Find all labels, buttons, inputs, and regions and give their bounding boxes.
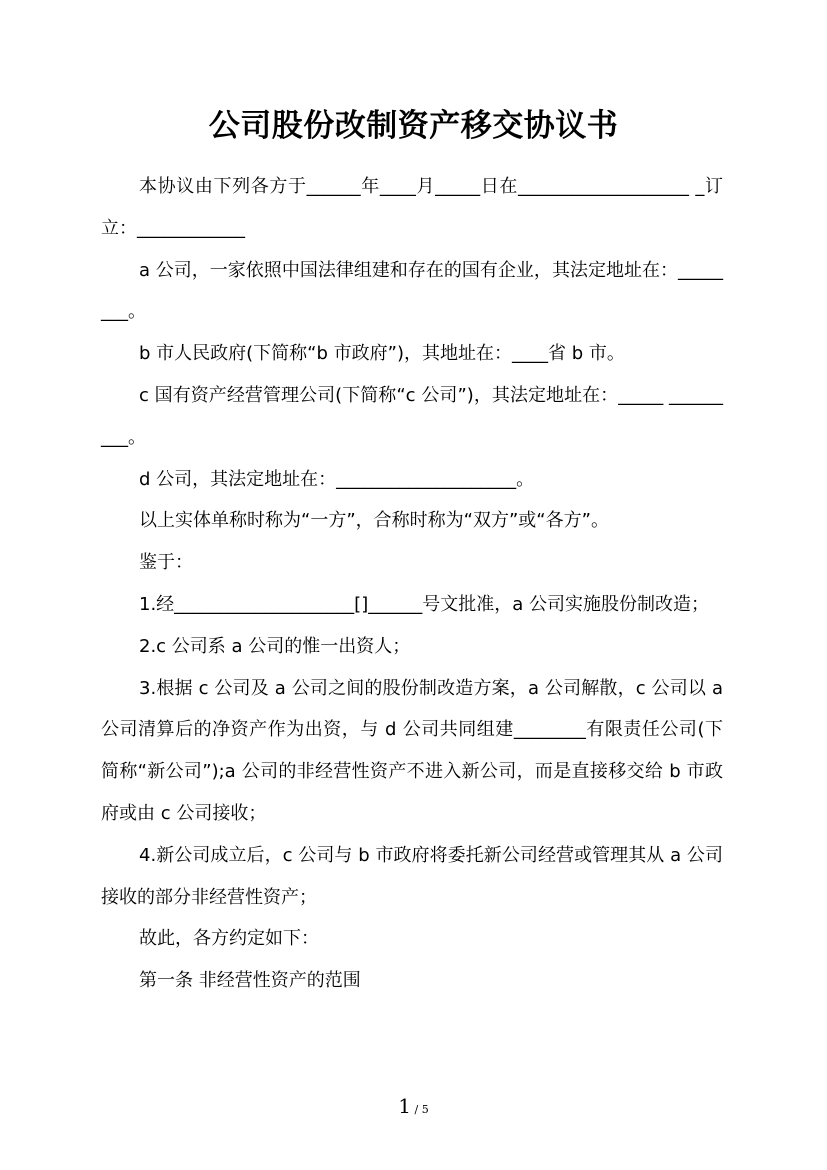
page-number-current: 1 bbox=[398, 1094, 412, 1118]
paragraph-party-b: b 市人民政府(下简称“b 市政府”)，其地址在：____省 b 市。 bbox=[139, 343, 625, 365]
paragraph-recital-1: 1.经____________________[]______号文批准，a 公司实施股份制改造； bbox=[139, 593, 709, 615]
paragraph-definitions: 以上实体单称时称为“一方”，合称时称为“双方”或“各方”。 bbox=[139, 510, 609, 532]
page-number-total: / 5 bbox=[411, 1103, 429, 1116]
paragraph-parties-intro: 本协议由下列各方于______年____月_____日在___________________ _订立：____________ bbox=[101, 176, 723, 239]
page-number bbox=[0, 1094, 827, 1118]
document-body bbox=[101, 166, 723, 1002]
paragraph-recital-3: 3.根据 c 公司及 a 公司之间的股份制改造方案，a 公司解散，c 公司以 a 公司清算后的净资产作为出资，与 d 公司共同组建________有限责任公司(下简称“新公司”);a 公司的非经营性资产不进入新公司，而是直接移交给 b 市政府或由 c 公司接收； bbox=[101, 677, 723, 824]
paragraph-party-c: c 国有资产经营管理公司(下简称“c 公司”)，其法定地址在：_____ _________。 bbox=[101, 384, 723, 448]
document-title: 公司股份改制资产移交协议书 bbox=[208, 108, 619, 144]
paragraph-recital-4: 4.新公司成立后，c 公司与 b 市政府将委托新公司经营或管理其从 a 公司接收的部分非经营性资产； bbox=[101, 844, 723, 908]
paragraph-recital-2: 2.c 公司系 a 公司的惟一出资人； bbox=[139, 635, 411, 657]
paragraph-party-a: a 公司，一家依照中国法律组建和存在的国有企业，其法定地址在：________。 bbox=[101, 259, 723, 323]
paragraph-party-d: d 公司，其法定地址在：____________________。 bbox=[139, 468, 535, 490]
paragraph-whereas: 鉴于： bbox=[139, 552, 193, 574]
article-1-heading: 第一条 非经营性资产的范围 bbox=[139, 970, 361, 992]
paragraph-agreement: 故此，各方约定如下： bbox=[139, 928, 319, 950]
